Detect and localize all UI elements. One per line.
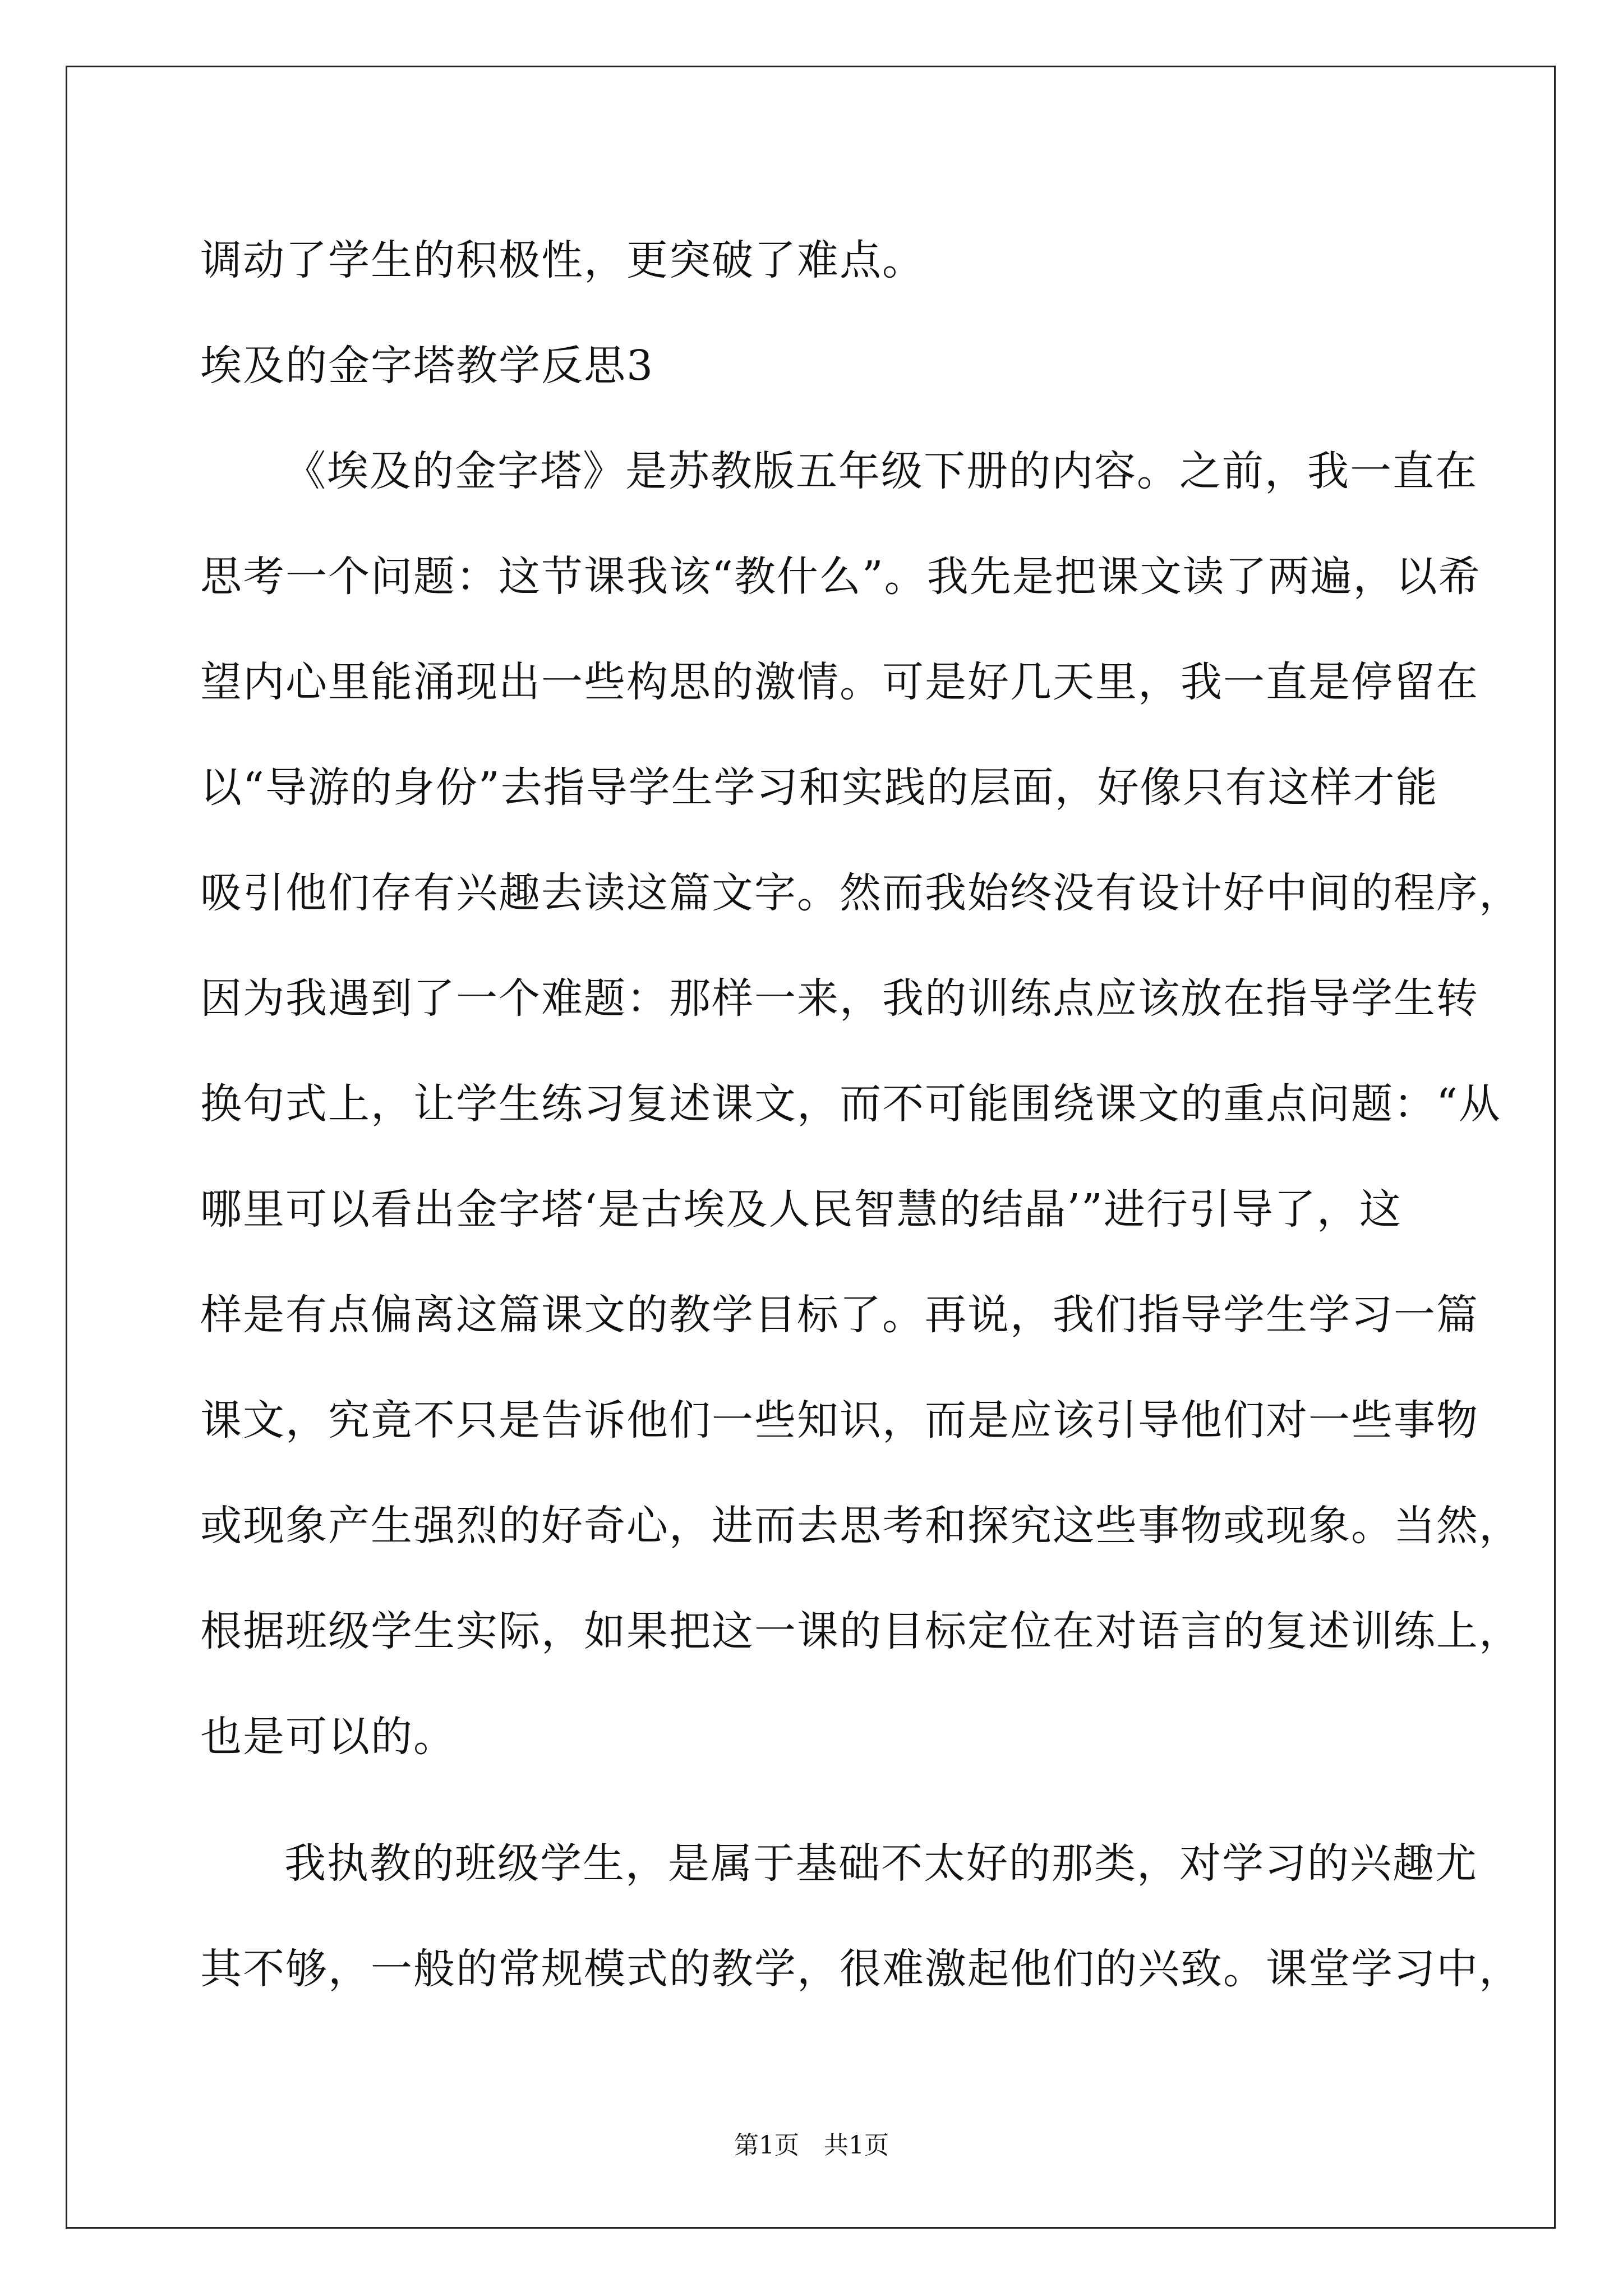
text-line: 其不够，一般的常规模式的教学，很难激起他们的兴致。课堂学习中， <box>200 1945 1521 1993</box>
paragraph-gap <box>200 1789 1440 1811</box>
paragraph-first-line: 我执教的班级学生，是属于基础不太好的那类，对学习的兴趣尤 <box>284 1839 1478 1888</box>
text-line: 样是有点偏离这篇课文的教学目标了。再说，我们指导学生学习一篇 <box>200 1291 1479 1339</box>
text-line: 望内心里能涌现出一些构思的激情。可是好几天里，我一直是停留在 <box>200 658 1479 706</box>
page-number-footer: 第1页 共1页 <box>734 2131 889 2160</box>
text-line: 吸引他们存有兴趣去读这篇文字。然而我始终没有设计好中间的程序， <box>200 869 1521 917</box>
text-line: 换句式上，让学生练习复述课文，而不可能围绕课文的重点问题：“从 <box>200 1080 1501 1128</box>
text-line: 以“导游的身份”去指导学生学习和实践的层面，好像只有这样才能 <box>200 763 1438 812</box>
text-line: 思考一个问题：这节课我该“教什么”。我先是把课文读了两遍，以希 <box>200 553 1481 601</box>
text-line: 课文，究竟不只是告诉他们一些知识，而是应该引导他们对一些事物 <box>200 1396 1479 1444</box>
text-line: 哪里可以看出金字塔‘是古埃及人民智慧的结晶’”进行引导了，这 <box>200 1185 1402 1234</box>
text-line: 根据班级学生实际，如果把这一课的目标定位在对语言的复述训练上， <box>200 1607 1521 1655</box>
text-line: 因为我遇到了一个难题：那样一来，我的训练点应该放在指导学生转 <box>200 974 1479 1023</box>
paragraph-first-line: 《埃及的金字塔》是苏教版五年级下册的内容。之前，我一直在 <box>284 447 1478 495</box>
text-line: 调动了学生的积极性，更突破了难点。 <box>200 236 925 284</box>
text-line: 或现象产生强烈的好奇心，进而去思考和探究这些事物或现象。当然， <box>200 1502 1521 1550</box>
text-line: 也是可以的。 <box>200 1713 456 1761</box>
document-body <box>200 208 1521 2022</box>
section-heading: 埃及的金字塔教学反思3 <box>200 342 654 390</box>
